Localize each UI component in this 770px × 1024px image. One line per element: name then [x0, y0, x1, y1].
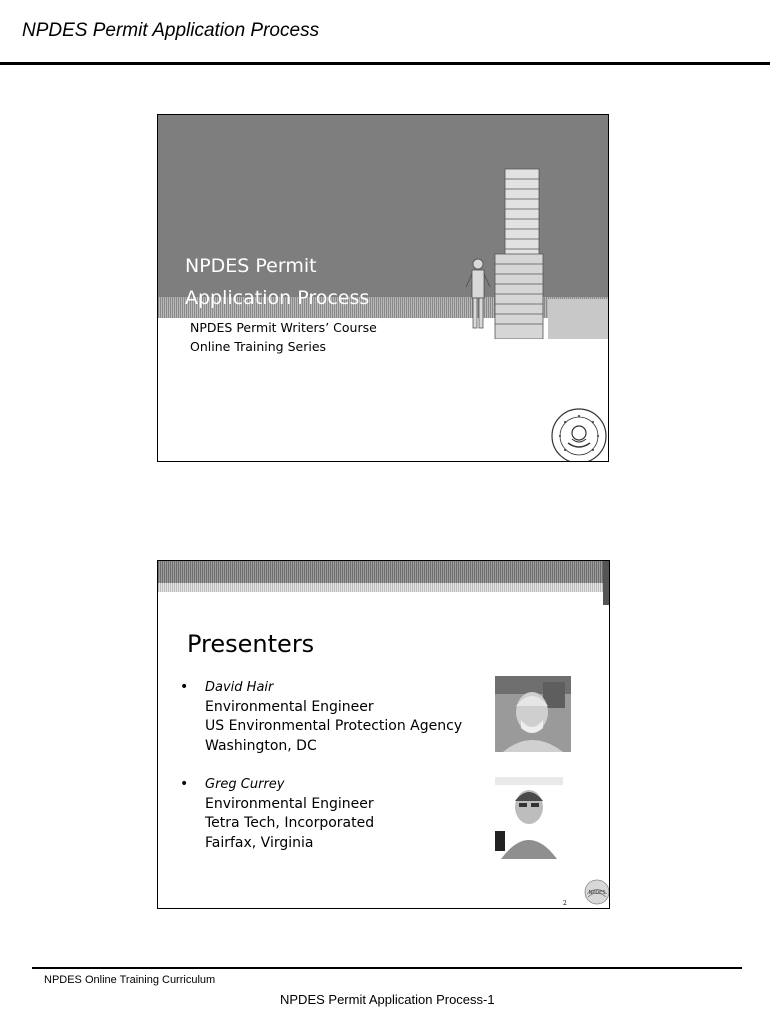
- page-title: NPDES Permit Application Process: [22, 20, 320, 41]
- slide-1-subtitle-line-2: Online Training Series: [190, 339, 327, 354]
- bullet-icon: •: [180, 776, 189, 792]
- epa-seal-icon: [550, 407, 608, 462]
- presenter-item: [180, 678, 500, 756]
- presenter-name: David Hair: [205, 680, 274, 695]
- header-rule: [0, 62, 770, 65]
- slide-2-title: Presenters: [187, 630, 315, 658]
- presenter-role: Environmental Engineer: [205, 698, 374, 715]
- slide-1-title-line-2: Application Process: [185, 287, 370, 309]
- footer-page-label: NPDES Permit Application Process-1: [280, 992, 495, 1007]
- slide-1-title: [185, 250, 425, 314]
- slide-2: [157, 560, 610, 909]
- presenter-organization: Tetra Tech, Incorporated: [205, 815, 375, 831]
- slide-number: 2: [563, 900, 567, 907]
- bullet-icon: •: [180, 679, 189, 695]
- npdes-logo-text: NPDES: [588, 890, 606, 896]
- slide-1-subtitle: [190, 318, 450, 356]
- slide-2-corner-accent: [603, 561, 609, 605]
- footer-curriculum: NPDES Online Training Curriculum: [44, 974, 216, 986]
- npdes-logo-icon: [584, 879, 610, 905]
- presenter-role: Environmental Engineer: [205, 795, 374, 812]
- presenter-name: Greg Currey: [205, 777, 285, 792]
- slide-2-header-texture: [158, 583, 610, 592]
- presenter-location: Washington, DC: [205, 737, 317, 754]
- presenter-photo: [495, 676, 571, 752]
- slide-1-subtitle-line-1: NPDES Permit Writers’ Course: [190, 320, 377, 335]
- presenter-organization: US Environmental Protection Agency: [205, 718, 463, 734]
- presenter-location: Fairfax, Virginia: [205, 834, 314, 851]
- slide-2-header-band: [158, 561, 610, 583]
- presenter-photo: [495, 777, 563, 859]
- footer-rule: [32, 967, 742, 969]
- presenter-item: [180, 775, 500, 853]
- slide-1-title-line-1: NPDES Permit: [185, 255, 317, 277]
- slide-1: [157, 114, 609, 462]
- paper-stack-illustration: [453, 159, 609, 339]
